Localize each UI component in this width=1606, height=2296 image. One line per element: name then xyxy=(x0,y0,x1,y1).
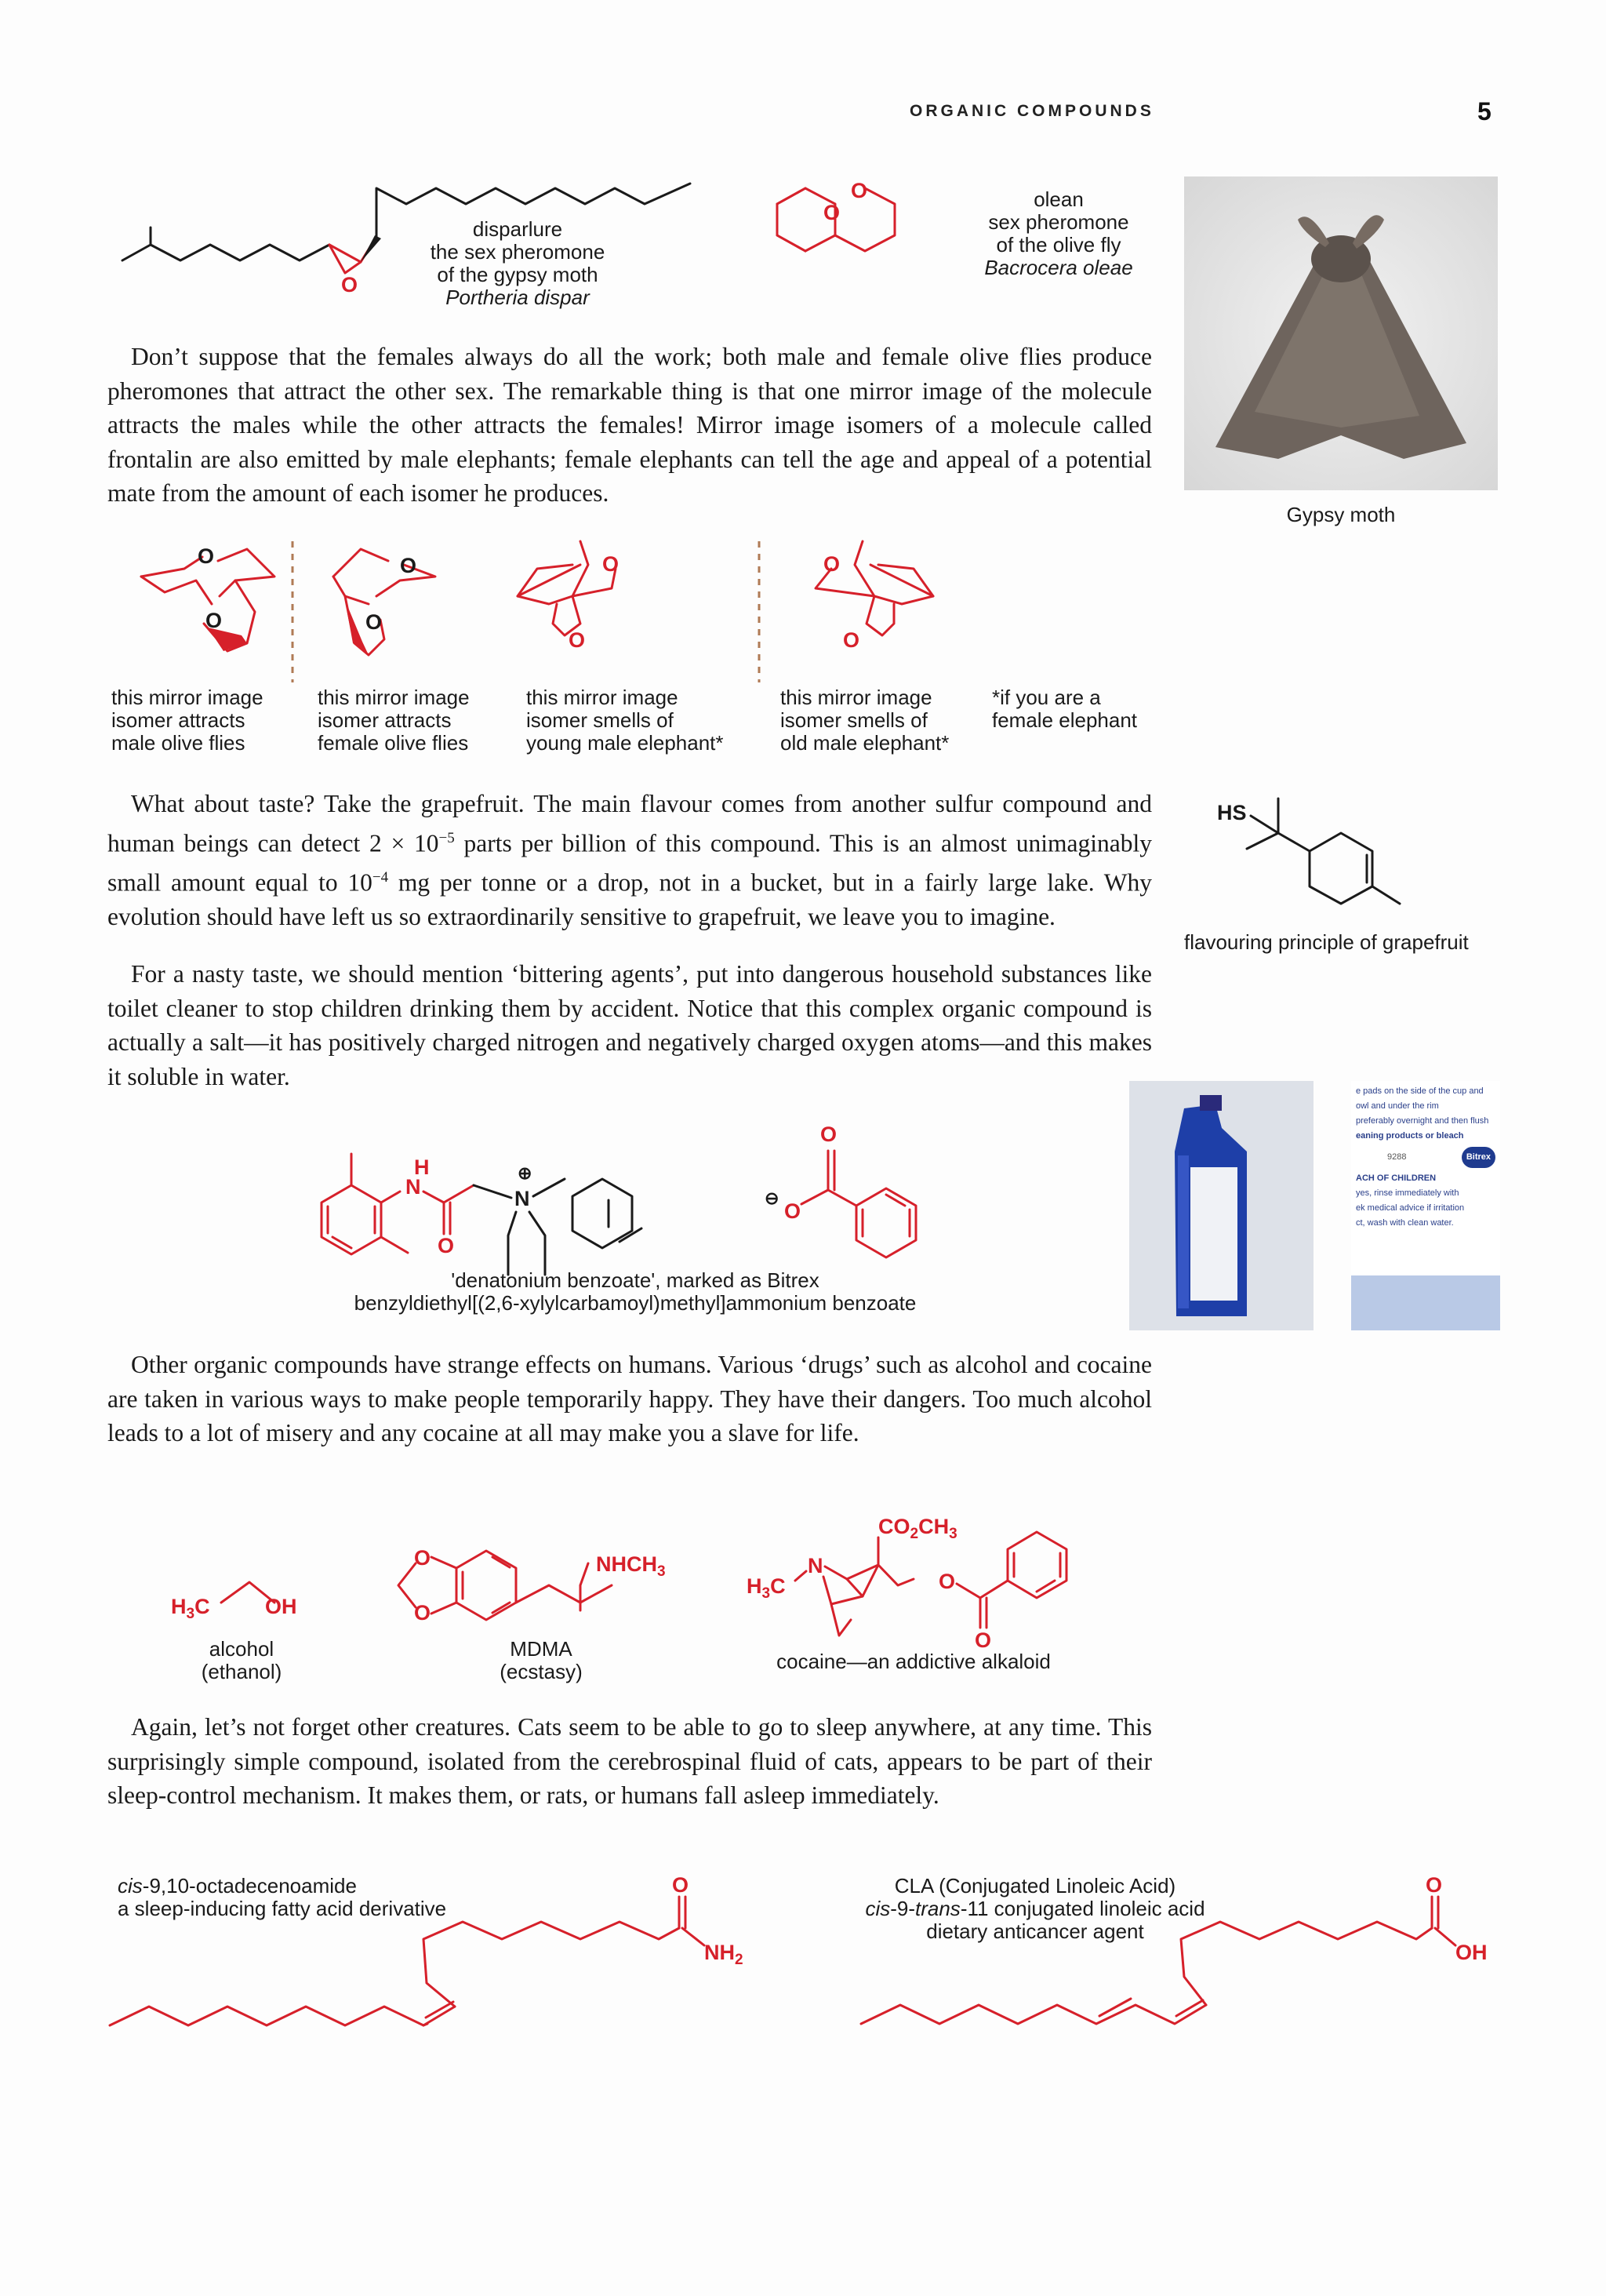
denatonium-caption: 'denatonium benzoate', marked as Bitrex benzyldiethyl[(2,6-xylylcarbamoyl)methyl]ammonium benzoate xyxy=(354,1268,917,1315)
mdma-structure xyxy=(398,1546,666,1625)
section-title: ORGANIC COMPOUNDS xyxy=(910,102,1154,120)
bottle-illustration xyxy=(1129,1081,1314,1330)
elephant-footnote: *if you are a female elephant xyxy=(992,686,1138,732)
svg-text:O: O xyxy=(672,1873,689,1897)
svg-text:O: O xyxy=(975,1628,992,1651)
epoxide-o: O xyxy=(341,273,358,297)
isomer-caption-1: this mirror image isomer attracts male olive flies xyxy=(111,686,263,755)
paragraph-drugs: Other organic compounds have strange effects on humans. Various ‘drugs’ such as alcohol and cocaine are taken in various ways to make people temporarily happy. They have their dangers. Too much alcohol leads to a lot of misery and any cocaine at all may make you a slave for life. xyxy=(107,1351,1152,1446)
isomer-4 xyxy=(816,541,933,652)
svg-text:O: O xyxy=(1426,1873,1443,1897)
svg-text:O: O xyxy=(414,1546,431,1570)
gypsy-moth-caption: Gypsy moth xyxy=(1286,503,1396,526)
svg-text:O: O xyxy=(823,552,841,576)
svg-text:H3C: $H_3C$ xyxy=(747,1574,786,1602)
gypsy-moth-photo xyxy=(1184,176,1498,490)
svg-text:O: O xyxy=(939,1570,956,1593)
paragraph-pheromones: Don’t suppose that the females always do all the work; both male and female olive flies produce pheromones that attract the other sex. The remarkable thing is that one mirror image of the molecule attracts the males while the other attracts the females! Mirror image isomers of a molecule called frontalin are also emitted by male elephants; female elephants can tell the age and appeal of a potential mate from the amount of each isomer he produces. xyxy=(107,343,1152,507)
svg-text:O: O xyxy=(823,201,841,224)
bottle-label-photo: e pads on the side of the cup and owl and under the rim preferably overnight and then flush eaning products or bleach 9288 Bitrex ACH OF CHILDREN yes, rinse immediately with ek medical advice if irritation ct, wash with clean water. xyxy=(1351,1081,1500,1330)
moth-illustration xyxy=(1184,176,1498,490)
svg-text:O: O xyxy=(602,552,620,576)
paragraph-cats: Again, let’s not forget other creatures. Cats seem to be able to go to sleep anywhere, at any time. This surprisingly simple compound, isolated from the cerebrospinal fluid of cats, appears to be part of their sleep-control mechanism. It makes them, or rats, or humans fall asleep immediately. xyxy=(107,1713,1152,1809)
grapefruit-caption: flavouring principle of grapefruit xyxy=(1184,930,1469,954)
drug-structures xyxy=(157,1510,1098,1651)
isomer-caption-2: this mirror image isomer attracts female olive flies xyxy=(318,686,470,755)
paragraph-bittering: For a nasty taste, we should mention ‘bittering agents’, put into dangerous household substances like toilet cleaner to stop children drinking them by accident. Notice that this complex organic compound is actually a salt—it has positively charged nitrogen and negatively charged oxygen atoms—and this makes it soluble in water. xyxy=(107,960,1152,1090)
svg-text:NH2: $NH_2$ xyxy=(704,1941,743,1968)
oleamide-caption: cis-9,10-octadecenoamide a sleep-inducing fatty acid derivative xyxy=(118,1874,447,1920)
svg-text:OH: OH xyxy=(265,1595,297,1618)
denatonium-benzoate-structure xyxy=(306,1118,949,1283)
isomer-caption-4: this mirror image isomer smells of old male elephant* xyxy=(780,686,950,755)
svg-text:O: O xyxy=(400,554,417,577)
svg-text:O: O xyxy=(205,609,223,632)
olean-structure xyxy=(765,173,937,306)
isomer-2 xyxy=(333,549,435,655)
svg-text:OH: OH xyxy=(1455,1941,1488,1964)
svg-text:O: O xyxy=(569,628,586,652)
cla-caption: CLA (Conjugated Linoleic Acid) cis-9-trans-11 conjugated linoleic acid dietary anticancer agent xyxy=(865,1874,1205,1943)
disparlure-caption: disparlure the sex pheromone of the gypsy moth Portheria dispar xyxy=(430,217,605,309)
svg-text:HS: HS xyxy=(1217,801,1247,824)
paragraph-grapefruit: What about taste? Take the grapefruit. The main flavour comes from another sulfur compound and human beings can detect $2 \times 10^{-5}$ parts per billion of this compound. This is an almost unimaginably small amount equal to $10^{-4}$ mg per tonne or a drop, not in a bucket, but in a fairly large lake. Why evolution should have left us so extraordinarily sensitive to grapefruit, we leave you to imagine. xyxy=(107,790,1152,930)
svg-text:O: O xyxy=(365,610,383,634)
isomer-1 xyxy=(141,544,274,651)
isomer-3 xyxy=(518,541,619,652)
svg-text:O: O xyxy=(851,179,868,202)
toilet-cleaner-bottle-photo xyxy=(1129,1081,1314,1330)
cocaine-structure xyxy=(747,1515,1066,1651)
cocaine-caption: cocaine—an addictive alkaloid xyxy=(776,1650,1051,1673)
page-number: 5 xyxy=(1477,97,1492,126)
grapefruit-structure xyxy=(1208,784,1443,926)
svg-text:H: H xyxy=(414,1155,430,1179)
isomer-caption-3: this mirror image isomer smells of young male elephant* xyxy=(526,686,724,755)
mdma-caption: MDMA (ecstasy) xyxy=(500,1637,583,1683)
isomer-structures xyxy=(110,533,972,690)
svg-text:CO2CH3: $CO_2CH_3$ xyxy=(878,1515,957,1542)
ethanol-structure xyxy=(171,1582,297,1622)
svg-text:O: O xyxy=(843,628,860,652)
svg-text:⊕: ⊕ xyxy=(518,1163,532,1183)
svg-text:N: N xyxy=(808,1554,823,1577)
svg-text:O: O xyxy=(438,1234,455,1257)
svg-text:O: O xyxy=(820,1123,838,1146)
svg-text:O: O xyxy=(198,544,215,568)
svg-text:⊖: ⊖ xyxy=(765,1188,779,1208)
svg-text:N: N xyxy=(405,1175,421,1199)
alcohol-caption: alcohol (ethanol) xyxy=(201,1637,282,1683)
olean-caption: olean sex pheromone of the olive fly Bacrocera oleae xyxy=(984,187,1133,279)
svg-text:N: N xyxy=(514,1187,530,1210)
bitrex-logo: Bitrex xyxy=(1462,1147,1495,1168)
svg-text:H3C: $H_3C$ xyxy=(171,1595,210,1622)
svg-text:O: O xyxy=(784,1199,801,1223)
fatty-acid-structures xyxy=(102,1867,1513,2047)
svg-text:NHCH3: $NHCH_3$ xyxy=(596,1552,666,1580)
svg-text:O: O xyxy=(414,1601,431,1625)
